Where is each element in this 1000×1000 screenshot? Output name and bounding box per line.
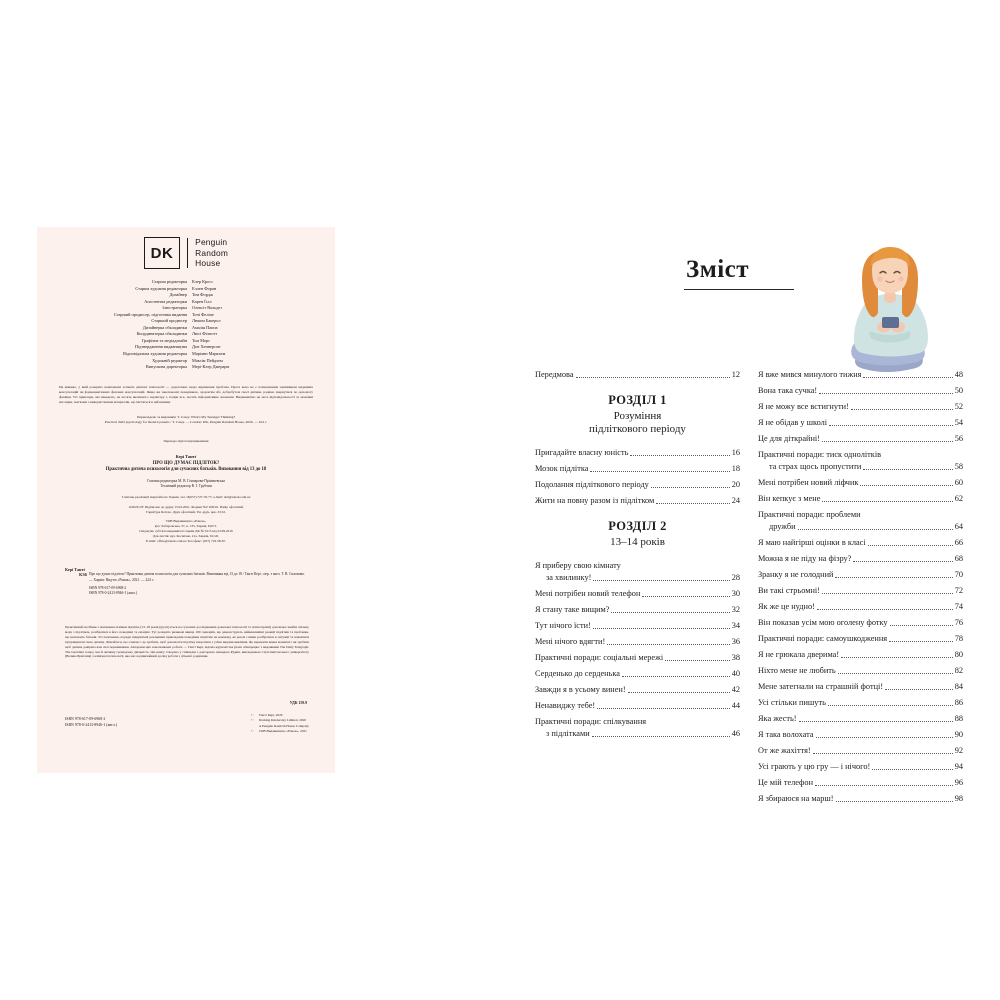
toc-page-number: 96 — [954, 778, 963, 787]
toc-leader — [815, 785, 953, 786]
toc-entry-label: Це для діткрайні! — [758, 434, 820, 443]
toc-entry-label: Усі стільки пишуть — [758, 698, 826, 707]
toc-entry[interactable] — [758, 493, 963, 504]
toc-entry[interactable] — [758, 793, 963, 804]
toc-entry-label: Як же це нудно! — [758, 602, 815, 611]
toc-entry-label: Мені нічого вдягти! — [535, 637, 606, 646]
toc-entry[interactable] — [535, 700, 740, 711]
toc-leader — [651, 487, 730, 488]
toc-entry-label: Завжди я в усьому винен! — [535, 685, 626, 694]
logo-divider — [187, 238, 188, 268]
copyright-symbol-icon: © — [250, 713, 254, 717]
credit-name: Люком Бакерол — [192, 318, 221, 324]
credit-name: Люсі Філпотт — [192, 331, 218, 337]
toc-leader — [622, 676, 730, 677]
toc-page-number: 54 — [954, 418, 963, 427]
book-author: Кері Тантґ — [175, 454, 197, 459]
toc-page-number: 12 — [731, 370, 740, 379]
toc-entry[interactable] — [758, 665, 963, 676]
toc-entry[interactable] — [758, 633, 963, 644]
toc-entry[interactable] — [535, 652, 740, 663]
toc-entry-label: Я збираюся на марш! — [758, 794, 834, 803]
title-underline — [684, 289, 794, 290]
part-number: РОЗДІЛ 1 — [608, 393, 667, 407]
toc-page-number: 18 — [731, 464, 740, 473]
credit-role: Дизайнер — [169, 292, 187, 298]
toc-entry-label: Серденько до серденька — [535, 669, 620, 678]
toc-leader — [889, 641, 953, 642]
editorial-staff — [59, 479, 313, 490]
toc-entry[interactable] — [758, 681, 963, 692]
toc-entry[interactable] — [758, 601, 963, 612]
isbn-ukrainian: ISBN 978-617-09-6968-2 — [65, 717, 106, 721]
part-name: Розуміння підліткового періоду — [589, 410, 686, 435]
toc-leader — [872, 769, 952, 770]
part-heading-2 — [535, 519, 740, 549]
cip-author: Кері Тантґ — [65, 567, 86, 572]
toc-leader — [597, 708, 730, 709]
copyright-text: Dorking Kindersley Limited, 2020 — [258, 718, 306, 723]
toc-page-number: 40 — [731, 669, 740, 678]
toc-leader — [853, 561, 952, 562]
toc-entry-line-2-row — [535, 728, 740, 740]
toc-leader — [816, 737, 953, 738]
credit-name: Амалія Паппа — [192, 324, 218, 330]
toc-entry-label: От же жахіття! — [758, 746, 811, 755]
toc-leader — [841, 657, 953, 658]
toc-entry-label: Він кепкує з мене — [758, 494, 821, 503]
toc-page-number: 86 — [954, 698, 963, 707]
toc-leader — [642, 596, 729, 597]
toc-leader — [813, 753, 953, 754]
credit-role: Ілюстраторка — [162, 305, 187, 311]
toc-page-number: 24 — [731, 496, 740, 505]
copyright-row — [251, 729, 309, 734]
toc-entry-label-line-1: Практичні поради: проблеми — [758, 510, 861, 519]
toc-entry-label-line-2: дружби — [769, 521, 796, 531]
toc-entry-label: Вона така сучка! — [758, 386, 818, 395]
legal-disclaimer: Ця книжка, у якій розкрито комплексні аспекти дитячої психології — дороговказ щодо вирішення проблем. Проте вона не є повноцінним замінником медичних консультацій чи фармацевтичних фахових консультацій. Якщо ви занепокоєні поведінкою, здоров'ям або добробутом своєї дитини, радимо звернутися по допомогу фахівця. Усі приклади, які наведено, не носять вказівного характеру і, попри все, носять інформативне значення. Видавництво не несе відповідальності за можливі наслідки, пов'язані з використанням матеріалів, що містяться в цій книжці. — [59, 385, 313, 405]
toc-leader — [836, 801, 953, 802]
toc-leader — [868, 545, 953, 546]
toc-entry-label: Усі грають у цю гру — і нічого! — [758, 762, 871, 771]
toc-entry-label: Ніхто мене не любить — [758, 666, 836, 675]
toc-leader — [607, 644, 729, 645]
toc-page-number: 56 — [954, 434, 963, 443]
toc-page-number: 32 — [731, 605, 740, 614]
toc-entry-label-line-2: за хвилинку! — [546, 572, 592, 582]
credit-role: Координаторка обкладинки — [136, 331, 187, 337]
toc-entry[interactable] — [758, 569, 963, 580]
toc-entry-label: Пригадайте власну юність — [535, 448, 629, 457]
toc-entry[interactable] — [758, 761, 963, 772]
toc-leader — [628, 692, 730, 693]
toc-page-number: 46 — [731, 728, 740, 738]
contents-column-left — [535, 369, 740, 744]
toc-page-number: 28 — [731, 572, 740, 582]
toc-entry-label-line-2: з підлітками — [546, 728, 590, 738]
cip-description: Про що думає підліток? Практична дитяча психологія для сучасних батьків. Виховання від 13 до 18 / Тантґ Кері ; пер. з англ. Т. В. Силовова. — Харків: Вид-во «Ранок», 2021. — 224 с. — [89, 572, 305, 582]
toc-entry[interactable] — [535, 636, 740, 647]
penguin-random-house-wordmark — [195, 237, 228, 269]
toc-entry[interactable] — [758, 477, 963, 488]
toc-leader — [860, 485, 952, 486]
page-title: Зміст — [686, 256, 750, 283]
ukrainian-edition-note: Першодо підготовці виконання — [163, 439, 209, 443]
toc-entry[interactable] — [758, 553, 963, 564]
toc-entry[interactable] — [535, 684, 740, 695]
credit-name: Олексіт Вальдез — [192, 305, 222, 311]
credit-role: Художній редактор — [152, 357, 187, 363]
toc-leader — [838, 673, 953, 674]
toc-entry[interactable] — [758, 649, 963, 660]
toc-entry-label: Зранку я не голодний — [758, 570, 834, 579]
toc-entry[interactable] — [535, 495, 740, 506]
toc-entry[interactable] — [535, 620, 740, 631]
publisher-line-2: вул. Хабаровська, 37, к. 135, Харків, 61071. — [154, 524, 218, 529]
book-title-block — [59, 454, 313, 474]
cip-isbn-1: ISBN 978-617-09-6968-2 — [89, 585, 127, 590]
toc-page-number: 66 — [954, 538, 963, 547]
toc-page-number: 80 — [954, 650, 963, 659]
toc-entry-label: Жити на повну разом із підлітком — [535, 496, 655, 505]
toc-entry-label: Тут нічого їсти! — [535, 621, 591, 630]
contents-column-right — [758, 369, 963, 809]
toc-leader — [819, 393, 953, 394]
udk-code: УДК 159.9 — [289, 701, 307, 705]
toc-entry-line-2-row — [535, 572, 740, 584]
toc-leader — [799, 721, 953, 722]
toc-leader — [665, 660, 730, 661]
toc-entry[interactable] — [535, 588, 740, 599]
imprint-details — [59, 495, 313, 515]
toc-leader — [885, 689, 953, 690]
credit-name: Тоні Феліпе — [192, 311, 214, 317]
toc-entry[interactable] — [535, 447, 740, 458]
toc-page-number: 30 — [731, 589, 740, 598]
toc-entry[interactable] — [535, 463, 740, 474]
toc-leader — [863, 377, 952, 378]
copyright-text: ТОВ Видавництво «Ранок», 2021 — [258, 729, 307, 734]
toc-entry-label: Він показав усім мою оголену фотку — [758, 618, 888, 627]
credit-role: Підтвердження видавництва — [134, 344, 187, 350]
publisher-address — [59, 519, 313, 544]
toc-leader — [835, 577, 952, 578]
credit-role: Старший продюсер, підготовка видання — [113, 311, 187, 317]
toc-entry-label: Я не грюкала дверима! — [758, 650, 840, 659]
publisher-line-3: Свідоцтво суб'єкта видавничої справи ДК № 5215 від 22.09.2016 — [139, 529, 233, 534]
credits-list — [37, 279, 335, 371]
toc-page-number: 74 — [954, 602, 963, 611]
credit-role: Старша художня редакторка — [135, 285, 187, 291]
toc-entry-label: Подолання підліткового періоду — [535, 480, 649, 489]
toc-entry-label: Я не можу все встигнути! — [758, 402, 849, 411]
credit-role: Дизайнерка обкладинки — [142, 324, 187, 330]
toc-entry[interactable] — [758, 433, 963, 444]
toc-leader — [822, 501, 952, 502]
toc-entry-label: Можна я не піду на фізру? — [758, 554, 852, 563]
toc-entry-label: Передмова — [535, 370, 574, 379]
toc-entry[interactable] — [758, 713, 963, 724]
toc-entry[interactable] — [535, 369, 740, 380]
credit-role: Асистентка редакторки — [144, 298, 187, 304]
copyright-symbol-icon: © — [250, 729, 254, 734]
credit-role: Старший продюсер — [151, 318, 187, 324]
toc-page-number: 68 — [954, 554, 963, 563]
staff-line-1: Головна редакторка М. В. Гончарова-Прімачевська — [147, 479, 225, 483]
toc-leader — [828, 705, 953, 706]
toc-page-number: 72 — [954, 586, 963, 595]
toc-entry-label: Я вже мився минулого тижня — [758, 370, 862, 379]
toc-page-number: 60 — [954, 478, 963, 487]
toc-leader — [592, 736, 730, 737]
toc-entry[interactable] — [758, 417, 963, 428]
toc-entry[interactable] — [758, 449, 963, 472]
imprint-line-2: 110026 ЛУ Підписано до друку 15.02.2021. Формат 84×108/16. Папір офсетний. — [128, 505, 244, 510]
toc-leader — [611, 612, 729, 613]
toc-entry-label: Я не обідав у школі — [758, 418, 828, 427]
toc-page-number: 52 — [954, 402, 963, 411]
credit-role: Випускова директорка — [145, 364, 187, 370]
translation-note — [59, 415, 313, 426]
isbn-block — [65, 716, 117, 728]
toc-entry-label: Ви такі стрьомні! — [758, 586, 820, 595]
seated-girl-illustration — [818, 235, 958, 383]
toc-leader — [656, 503, 729, 504]
toc-leader — [798, 529, 953, 530]
toc-entry[interactable] — [758, 697, 963, 708]
publisher-line-4: Для листів: вул. Космічна, 21а, Харків, 61145. — [152, 534, 220, 539]
credit-name: Том Фордж — [192, 292, 213, 298]
book-subtitle: Практична дитяча психологія для сучасних батьків. Виховання від 13 до 18 — [105, 467, 267, 473]
credit-role: Відповідальна художня редакторка — [122, 351, 187, 357]
toc-leader — [593, 580, 729, 581]
toc-entry-label-line-1: Практичні поради: тиск однолітків — [758, 450, 882, 459]
logo-line-3: House — [195, 258, 221, 269]
toc-leader — [822, 593, 953, 594]
toc-entry-label: Мене затегнали на страшній фотці! — [758, 682, 884, 691]
toc-entry-label: Мені потрібен новий ліфчик — [758, 478, 859, 487]
toc-entry[interactable] — [758, 509, 963, 532]
credit-name: Маріанн Маркхем — [192, 351, 226, 357]
publisher-line-1: ТОВ Видавництво «Ранок», — [165, 519, 207, 523]
toc-page-number: 34 — [731, 621, 740, 630]
credit-name: Еллен Форан — [192, 285, 217, 291]
toc-leader — [817, 609, 953, 610]
toc-page-number: 84 — [954, 682, 963, 691]
toc-entry-label: Це мій телефон — [758, 778, 814, 787]
toc-page-number: 78 — [954, 634, 963, 643]
imprint-line-3: Гарнітура Roboto. Друк офсетний. Ум. друк. арк. 23,52. — [146, 510, 226, 515]
toc-page-number: 50 — [954, 386, 963, 395]
toc-page-number: 76 — [954, 618, 963, 627]
part-name: 13–14 років — [610, 536, 665, 548]
toc-leader — [851, 409, 953, 410]
toc-entry-label-line-1: Я приберу свою кімнату — [535, 561, 621, 570]
toc-entry-label: Практичні поради: соціальні мережі — [535, 653, 664, 662]
toc-leader — [576, 377, 730, 378]
toc-entry[interactable] — [758, 729, 963, 740]
toc-leader — [863, 469, 952, 470]
dk-mark-icon: DK — [144, 237, 180, 269]
toc-entry-label: Я стану таке вищим? — [535, 605, 610, 614]
toc-page-number: 20 — [731, 480, 740, 489]
toc-entry[interactable] — [758, 369, 963, 380]
staff-line-2: Технічний редактор В. І. Трубчин — [160, 484, 212, 489]
toc-entry-label: Практичні поради: самоушкодження — [758, 634, 888, 643]
toc-page-number: 38 — [731, 653, 740, 662]
toc-page-number: 48 — [954, 370, 963, 379]
publisher-logo — [37, 237, 335, 269]
toc-entry-label-line-1: Практичні поради: спілкування — [535, 717, 647, 726]
toc-page-number: 82 — [954, 666, 963, 675]
toc-page-number: 90 — [954, 730, 963, 739]
toc-entry-line-2-row — [758, 461, 963, 473]
toc-leader — [829, 425, 953, 426]
toc-page-number: 88 — [954, 714, 963, 723]
credit-name: Мері-Клер Джерарм — [192, 364, 230, 370]
toc-entry[interactable] — [758, 777, 963, 788]
toc-page-number: 92 — [954, 746, 963, 755]
toc-page-number: 16 — [731, 448, 740, 457]
toc-page-number: 98 — [954, 794, 963, 803]
toc-entry[interactable] — [535, 716, 740, 739]
credit-name: Том Морс — [192, 337, 211, 343]
credit-name: Клер Кросс — [192, 279, 214, 284]
toc-page-number: 36 — [731, 637, 740, 646]
toc-entry[interactable] — [535, 668, 740, 679]
credit-row — [37, 364, 335, 371]
toc-leader — [593, 628, 730, 629]
toc-entry[interactable] — [535, 560, 740, 583]
toc-entry-label: Ненавиджу тебе! — [535, 701, 596, 710]
toc-entry[interactable] — [535, 604, 740, 615]
book-title: ПРО ЩО ДУМАЄ ПІДЛІТОК? — [152, 460, 220, 466]
toc-entry-label-line-2: та страх щось пропустити — [769, 461, 862, 471]
isbn-english: ISBN 978-0-2413-8946-1 (англ.) — [65, 723, 117, 728]
toc-page-number: 70 — [954, 570, 963, 579]
contents-page — [500, 227, 963, 803]
toc-entry[interactable] — [758, 585, 963, 596]
toc-entry-label: Я така волохата — [758, 730, 814, 739]
toc-entry[interactable] — [758, 745, 963, 756]
logo-line-2: Random — [195, 247, 229, 258]
toc-entry-label: Мені потрібен новий телефон — [535, 589, 641, 598]
credit-name: Максім Пейдхем — [192, 357, 223, 363]
copyright-page — [37, 227, 335, 773]
toc-entry-line-2-row — [758, 521, 963, 533]
toc-leader — [630, 455, 729, 456]
copyright-notices — [251, 713, 309, 735]
part-heading-1 — [535, 393, 740, 436]
copyright-text: A Penguin Random House Company — [258, 723, 309, 728]
toc-page-number: 94 — [954, 762, 963, 771]
toc-page-number: 44 — [731, 701, 740, 710]
credit-name: Карен Ґілл — [192, 298, 212, 304]
toc-entry[interactable] — [758, 401, 963, 412]
toc-entry-label: Я маю найгірші оцінки в класі — [758, 538, 866, 547]
cip-code: К36 — [79, 572, 87, 578]
toc-leader — [822, 441, 953, 442]
toc-page-number: 62 — [954, 494, 963, 503]
logo-line-1: Penguin — [195, 237, 228, 248]
publisher-line-5: E-mail: office@ranok.com.ua Тел./факс: (057) 719-58-67. — [146, 539, 226, 544]
cip-isbn-2: ISBN 978-0-2413-8946-1 (англ.) — [89, 591, 138, 596]
toc-entry[interactable] — [758, 537, 963, 548]
book-description: Практичний посібник з пояснення психіки підлітка (13–18 років (ґрунтується на сучасних дослідженнях доказової психології та психотерапії) допоможе знайти спільну мову з підлітком, розібратися в його поведінці та емоціях. Тут розкрито ризикові явища 100 сценаріїв, що демонструють найважливіші реакції підлітків та проблеми, що непокоять батьків. Усі пояснення, поради підкріплені реальними прикладами поведінки підлітків на кожному, як разом з ними розібратися в ситуації та навчитися підтримувати свою дитину. Дізнайтеся, що означає і де зробити, щоб допомогти підлітку впоратися з усіма видами викликів. Як пережити важкі моменти і як зробити щоб дитина довіряла вам свої переживання. Авторами цих новопоявлені роботи — Тантґ Кері, відома журналістка (вона співпрацює з виданнями The Daily Telegraph, The Guardian тощо), має й активну громадську діяльність. Цю книгу створено у співпраці з докторкою Амандою Рудкін, викладачкою Саутгемптонського університету (Велика Британія) з клінічної психології, яка має надзвичайний досвід роботи з дітьми і родинами. — [65, 625, 309, 659]
toc-leader — [890, 625, 953, 626]
toc-entry-label: Мозок підлітка — [535, 464, 589, 473]
credit-name: Дон Хеннерсон — [192, 344, 221, 350]
credit-role: Старша редакторка — [151, 279, 187, 284]
toc-page-number: 42 — [731, 685, 740, 694]
toc-page-number: 58 — [954, 461, 963, 471]
credit-role: Графічна та медіадизайн — [141, 337, 187, 343]
toc-entry-label: Яка жесть! — [758, 714, 797, 723]
toc-page-number: 64 — [954, 521, 963, 531]
part-number: РОЗДІЛ 2 — [608, 519, 667, 533]
copyright-symbol-icon: © — [250, 718, 254, 723]
toc-entry[interactable] — [758, 617, 963, 628]
cip-block — [65, 567, 309, 597]
toc-entry[interactable] — [535, 479, 740, 490]
toc-entry[interactable] — [758, 385, 963, 396]
translation-note-line-2: Practical child psychology for modern parents / T. Casey. — London: DK, Penguin Random House, 2020. — 224 c. — [104, 420, 268, 425]
toc-leader — [590, 471, 729, 472]
translation-note-line-1: Перекладено за виданням: T. Casey. What's My Teenager Thinking? — [136, 415, 236, 419]
imprint-line-1: З питань реалізації звертайтеся: Харків, тел.: 8(057) 727-70-77, e-mail: deti@ranok.com.ua — [121, 495, 251, 499]
copyright-text: Тантґ Кері, 2020 — [258, 713, 283, 717]
